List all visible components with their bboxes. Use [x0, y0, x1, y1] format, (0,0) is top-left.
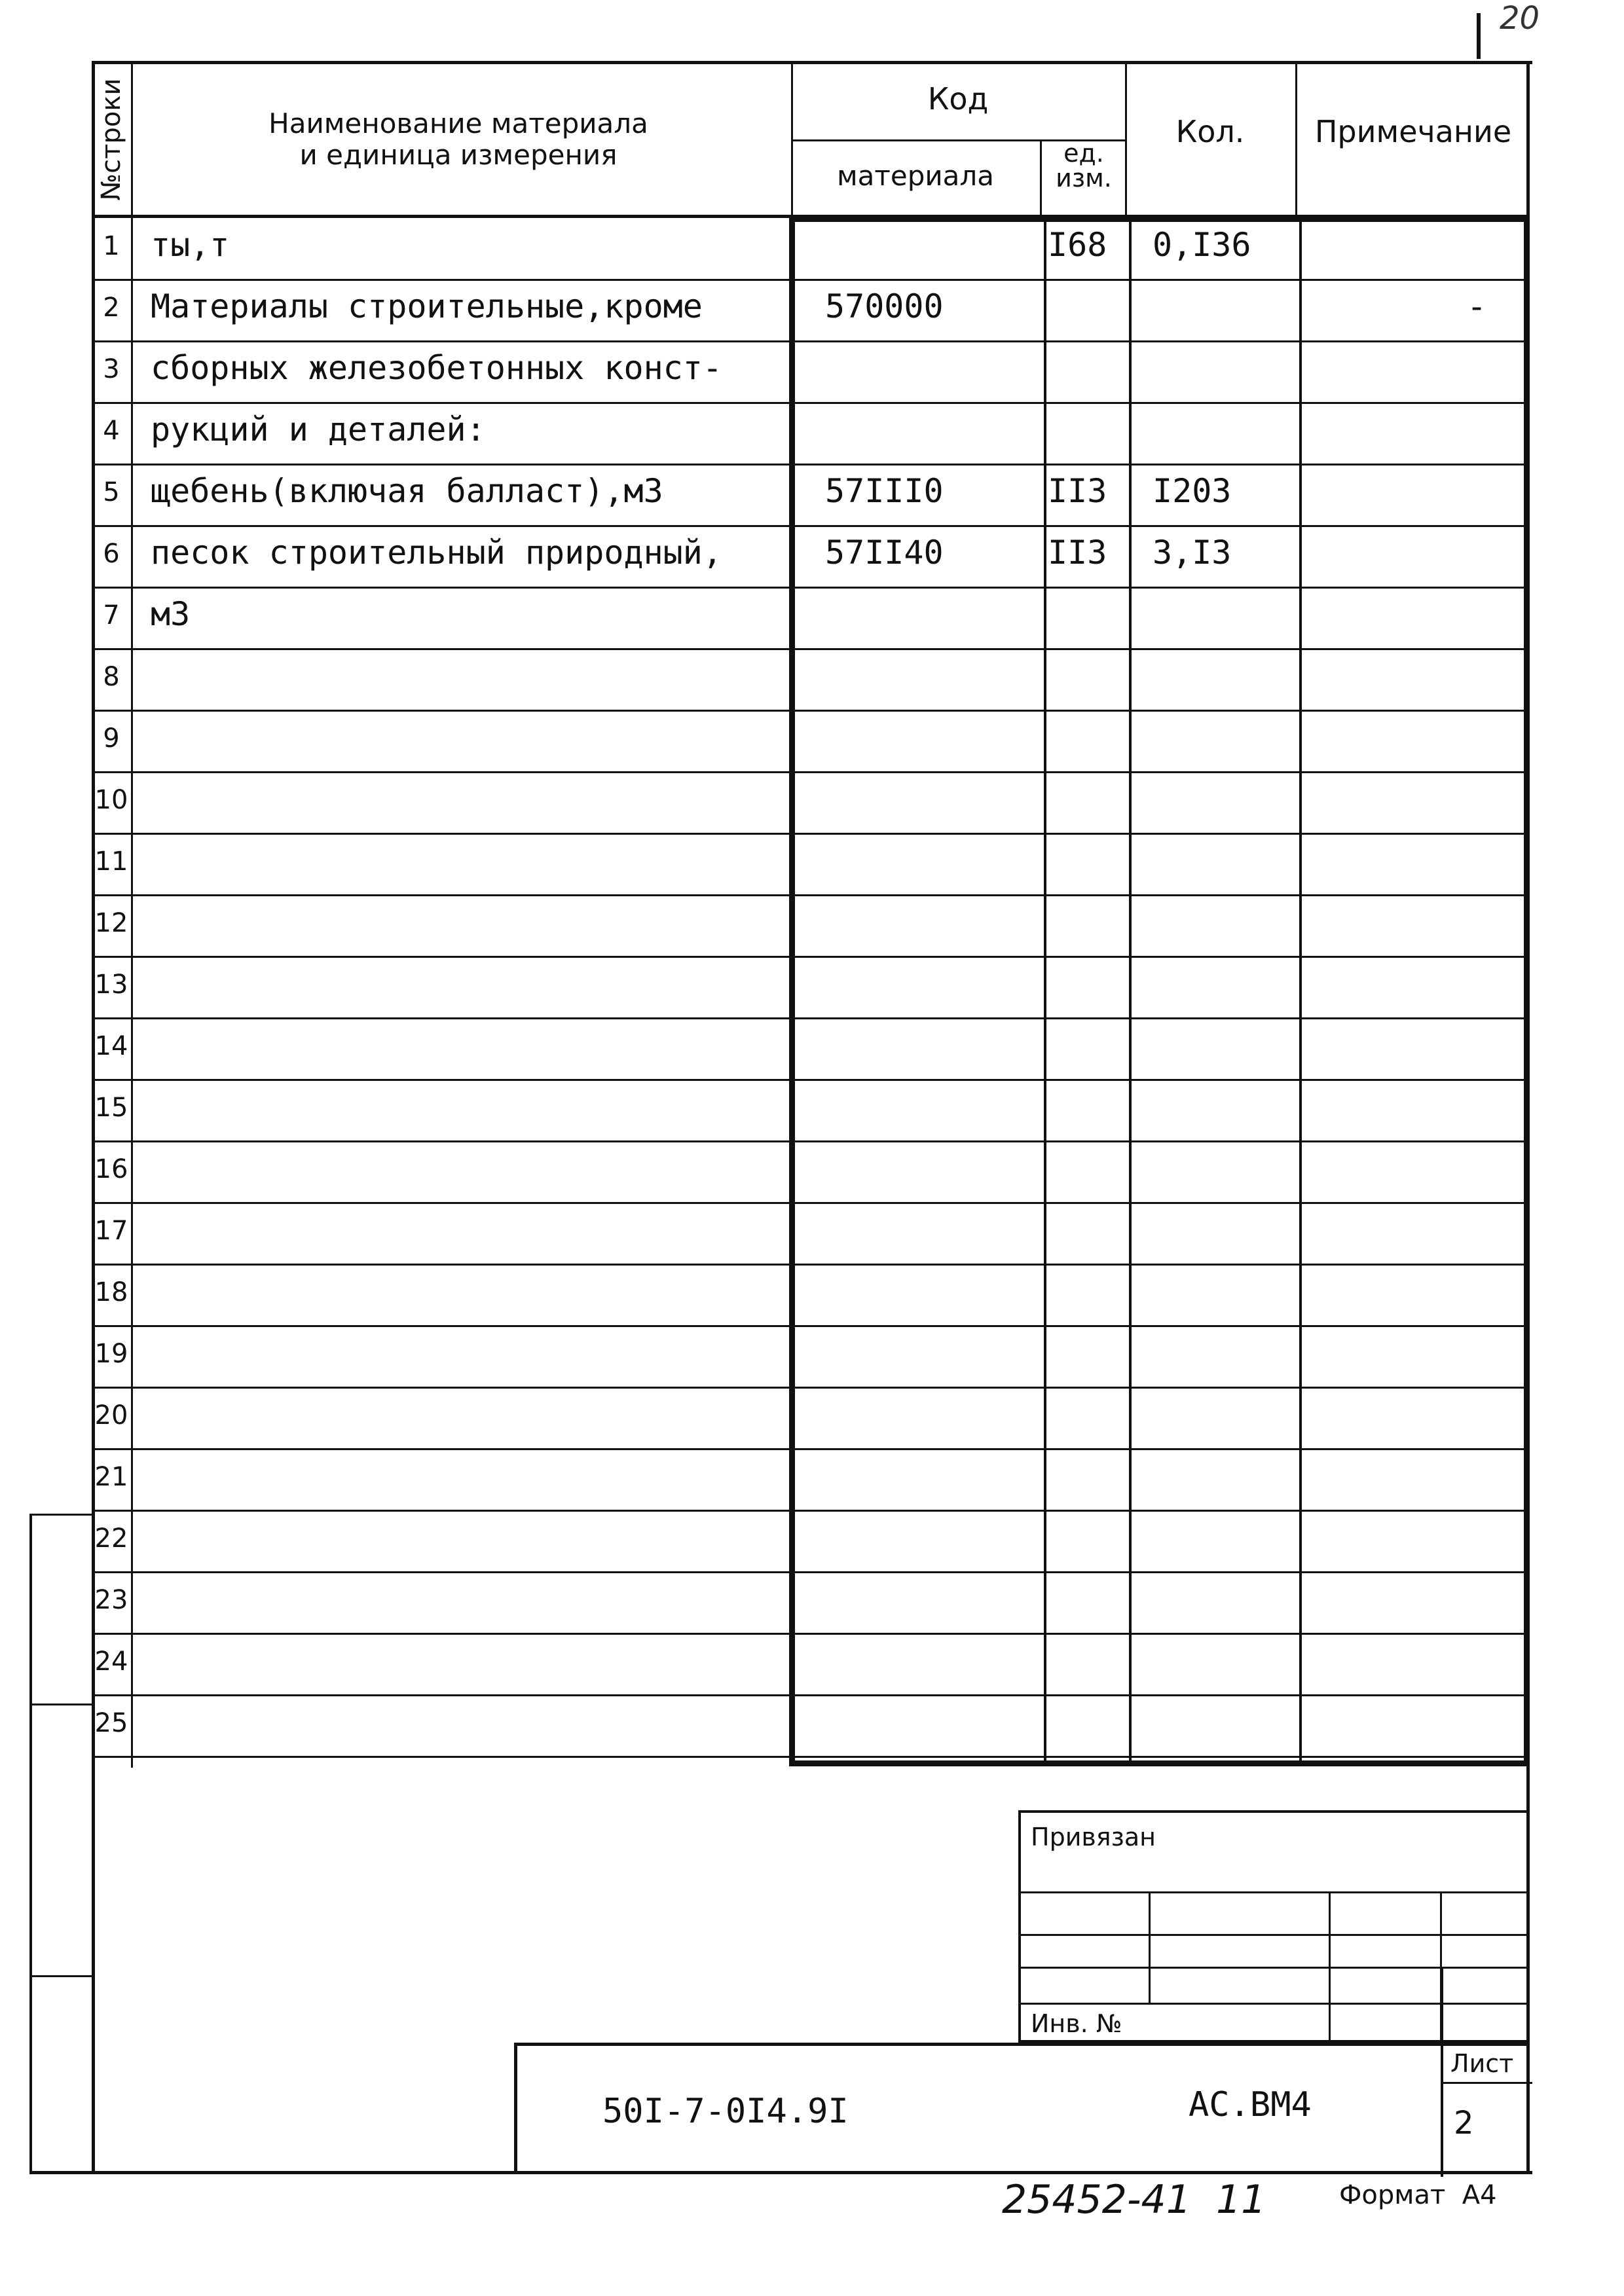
- row-number: 8: [103, 662, 120, 692]
- row-number: 25: [94, 1708, 128, 1738]
- table-header: [92, 62, 1530, 216]
- corner-number: 20: [1500, 0, 1540, 37]
- material-code-cell: 57II40: [825, 534, 944, 572]
- material-name-cell: рукций и деталей:: [151, 410, 486, 448]
- row-number: 14: [94, 1031, 128, 1061]
- document-code: АС.ВМ4: [1189, 2085, 1312, 2124]
- row-number: 3: [103, 354, 120, 384]
- table-row: [92, 1450, 1530, 1512]
- unit-code-cell: II3: [1048, 472, 1107, 510]
- row-number: 4: [103, 416, 120, 446]
- table-row: [92, 1696, 1530, 1758]
- row-number: 20: [94, 1400, 128, 1430]
- table-row: [92, 465, 1530, 527]
- table-row: [92, 527, 1530, 589]
- material-name-cell: ты,т: [151, 226, 230, 264]
- row-number: 17: [94, 1216, 128, 1246]
- note-cell: -: [1467, 287, 1487, 325]
- quantity-cell: I203: [1153, 472, 1232, 510]
- row-number: 10: [94, 785, 128, 815]
- document-number: 50I-7-0I4.9I: [602, 2092, 849, 2131]
- row-number: 23: [94, 1585, 128, 1615]
- table-row: [92, 1389, 1530, 1450]
- table-row: [92, 835, 1530, 896]
- binding-strip: [29, 1514, 92, 2172]
- table-row: [92, 1019, 1530, 1081]
- table-row: [92, 1573, 1530, 1635]
- unit-code-cell: I68: [1048, 226, 1107, 264]
- row-number: 1: [103, 231, 120, 261]
- table-row: [92, 1142, 1530, 1204]
- row-number: 24: [94, 1647, 128, 1677]
- material-code-header: материала: [836, 160, 994, 192]
- table-row: [92, 342, 1530, 404]
- row-number: 21: [94, 1462, 128, 1492]
- row-number: 16: [94, 1154, 128, 1184]
- material-name-cell: м3: [151, 595, 191, 633]
- handwritten-number: 25452-41 11: [1002, 2177, 1266, 2223]
- row-number: 19: [94, 1339, 128, 1369]
- material-name-cell: песок строительный природный,: [151, 534, 722, 572]
- row-number: 22: [94, 1523, 128, 1554]
- row-number: 2: [103, 293, 120, 323]
- table-row: [92, 1327, 1530, 1389]
- table-row: [92, 773, 1530, 835]
- table-row: [92, 1081, 1530, 1142]
- unit-code-cell: II3: [1048, 534, 1107, 572]
- row-number: 9: [103, 723, 120, 754]
- material-name-header: Наименование материала и единица измерения: [268, 107, 648, 172]
- table-row: [92, 219, 1530, 281]
- title-block: [514, 2043, 1530, 2172]
- sheet-number: 2: [1454, 2105, 1474, 2141]
- table-row: [92, 712, 1530, 773]
- corner-mark-line: [1477, 13, 1481, 59]
- row-number: 7: [103, 600, 120, 630]
- table-row: [92, 404, 1530, 465]
- table-row: [92, 1512, 1530, 1573]
- row-number: 15: [94, 1093, 128, 1123]
- row-number: 11: [94, 847, 128, 877]
- row-number-header: №строки: [96, 78, 126, 201]
- row-number: 18: [94, 1277, 128, 1307]
- table-row: [92, 650, 1530, 712]
- attached-label: Привязан: [1031, 1823, 1156, 1851]
- note-header: Примечание: [1314, 114, 1512, 149]
- table-row: [92, 1204, 1530, 1266]
- table-row: [92, 1635, 1530, 1696]
- row-number: 12: [94, 908, 128, 938]
- quantity-cell: 3,I3: [1153, 534, 1232, 572]
- table-row: [92, 896, 1530, 958]
- material-name-cell: сборных железобетонных конст-: [151, 349, 722, 387]
- row-number: 13: [94, 970, 128, 1000]
- row-number: 6: [103, 539, 120, 569]
- format-label: Формат А4: [1339, 2180, 1497, 2210]
- attachment-block: [1018, 1810, 1530, 2043]
- unit-header: ед. изм.: [1056, 139, 1112, 192]
- material-code-cell: 57III0: [825, 472, 944, 510]
- table-row: [92, 958, 1530, 1019]
- quantity-cell: 0,I36: [1153, 226, 1251, 264]
- sheet-label: Лист: [1450, 2049, 1514, 2078]
- material-name-cell: щебень(включая балласт),м3: [151, 472, 663, 510]
- material-code-cell: 570000: [825, 287, 944, 325]
- table-row: [92, 1266, 1530, 1327]
- table-row: [92, 281, 1530, 342]
- code-header: Код: [927, 81, 989, 117]
- quantity-header: Кол.: [1175, 114, 1245, 149]
- row-number: 5: [103, 477, 120, 507]
- inventory-label: Инв. №: [1031, 2009, 1122, 2038]
- table-row: [92, 589, 1530, 650]
- material-name-cell: Материалы строительные,кроме: [151, 287, 703, 325]
